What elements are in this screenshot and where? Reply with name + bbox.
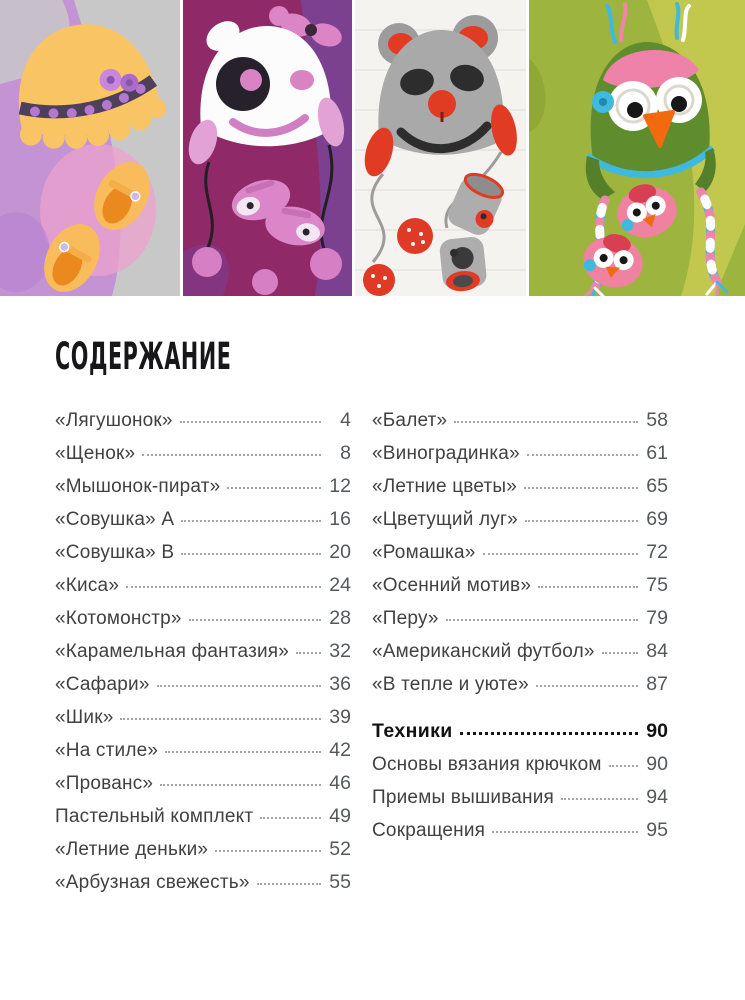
hero-photo-strip	[0, 0, 745, 296]
toc-entry-label: «Котомонстр»	[55, 608, 182, 629]
toc-column-right	[372, 401, 668, 896]
hero-panel-yellow-hat	[0, 0, 180, 296]
dotted-leader	[215, 840, 321, 852]
dotted-leader	[524, 477, 638, 489]
toc-entry-page: 94	[646, 785, 668, 808]
toc-entry	[55, 632, 351, 665]
dotted-leader	[296, 642, 321, 654]
dotted-leader	[454, 411, 638, 423]
toc-entry-page: 20	[329, 540, 351, 563]
toc-section-header	[372, 712, 668, 745]
dotted-leader	[538, 576, 638, 588]
dotted-leader	[492, 821, 638, 833]
toc-entry	[372, 401, 668, 434]
toc-entry-page: 42	[329, 738, 351, 761]
toc-entry-page: 39	[329, 705, 351, 728]
toc-columns	[55, 401, 668, 896]
dotted-leader	[126, 576, 321, 588]
dotted-leader	[181, 510, 321, 522]
toc-entry-page: 95	[646, 818, 668, 841]
toc-entry-page: 65	[646, 474, 668, 497]
page-title: СОДЕРЖАНИЕ	[55, 335, 232, 378]
toc-entry-label: «Американский футбол»	[372, 641, 595, 662]
toc-entry-label: «Мышонок-пират»	[55, 476, 221, 497]
toc-entry-label: «Ромашка»	[372, 542, 476, 563]
toc-entry-page: 24	[329, 573, 351, 596]
toc-entry	[55, 401, 351, 434]
toc-entry-label: «Арбузная свежесть»	[55, 872, 250, 893]
dotted-leader	[460, 723, 638, 735]
toc-entry	[372, 745, 668, 778]
toc-entry	[55, 467, 351, 500]
toc-entry-label: Приемы вышивания	[372, 787, 555, 808]
toc-entry-label: «Сафари»	[55, 674, 150, 695]
toc-entry-page: 52	[329, 837, 351, 860]
toc-entry	[55, 731, 351, 764]
toc-entry-label: «Лягушонок»	[55, 410, 173, 431]
dotted-leader	[260, 807, 321, 819]
owl-hat-photo	[529, 0, 745, 296]
toc-entry-page: 49	[329, 804, 351, 827]
toc-entry-page: 90	[646, 719, 668, 742]
toc-entry-label: «На стиле»	[55, 740, 159, 761]
toc-entry-page: 79	[646, 606, 668, 629]
toc-entry	[55, 698, 351, 731]
toc-entry-page: 36	[329, 672, 351, 695]
toc-entry	[372, 467, 668, 500]
toc-entry	[372, 811, 668, 844]
toc-entry-page: 69	[646, 507, 668, 530]
page-title-wrap	[55, 335, 668, 378]
toc-entry-page: 16	[329, 507, 351, 530]
toc-entry-page: 75	[646, 573, 668, 596]
toc-entry-page: 28	[329, 606, 351, 629]
toc-entry-label: «Шик»	[55, 707, 114, 728]
toc-entry	[55, 830, 351, 863]
dotted-leader	[602, 642, 638, 654]
toc-entry-label: «Перу»	[372, 608, 439, 629]
toc-entry	[55, 533, 351, 566]
hero-panel-owl-hat	[529, 0, 745, 296]
toc-entry-label: «Летние деньки»	[55, 839, 209, 860]
toc-entry-page: 32	[329, 639, 351, 662]
dotted-leader	[142, 444, 321, 456]
toc-entry-label: «Киса»	[55, 575, 120, 596]
toc-entry	[55, 665, 351, 698]
toc-entry-page: 90	[646, 752, 668, 775]
puppy-hat-photo	[183, 0, 352, 296]
toc-entry	[55, 797, 351, 830]
toc-entry	[372, 778, 668, 811]
toc-entry	[55, 764, 351, 797]
toc-entry-page: 12	[329, 474, 351, 497]
toc-entry	[372, 632, 668, 665]
toc-entry	[372, 566, 668, 599]
toc-entry	[372, 500, 668, 533]
toc-entry-label: «Летние цветы»	[372, 476, 518, 497]
toc-entry-label: «В тепле и уюте»	[372, 674, 529, 695]
toc-column-left	[55, 401, 351, 896]
toc-entry-label: «Карамельная фантазия»	[55, 641, 290, 662]
toc-entry-label: «Совушка» А	[55, 509, 175, 530]
toc-entry-page: 72	[646, 540, 668, 563]
toc-entry-page: 4	[340, 408, 351, 431]
dotted-leader	[446, 609, 638, 621]
dotted-leader	[527, 444, 638, 456]
toc-entry-label: «Щенок»	[55, 443, 136, 464]
toc-entry	[372, 533, 668, 566]
hero-panel-mouse-hat	[355, 0, 526, 296]
toc-entry	[55, 566, 351, 599]
toc-entry-page: 58	[646, 408, 668, 431]
dotted-leader	[227, 477, 321, 489]
toc-entry	[372, 434, 668, 467]
toc-entry-page: 61	[646, 441, 668, 464]
toc-entry-label: «Совушка» В	[55, 542, 175, 563]
yellow-hat-photo	[0, 0, 180, 296]
dotted-leader	[561, 788, 638, 800]
toc-entry-label: «Осенний мотив»	[372, 575, 532, 596]
dotted-leader	[536, 675, 638, 687]
toc-entry	[55, 500, 351, 533]
dotted-leader	[120, 708, 321, 720]
toc-entry-label: Основы вязания крючком	[372, 754, 602, 775]
toc-entry-page: 55	[329, 870, 351, 893]
contents-section	[0, 296, 745, 896]
toc-entry	[372, 665, 668, 698]
dotted-leader	[525, 510, 638, 522]
toc-entry-page: 87	[646, 672, 668, 695]
mouse-hat-photo	[355, 0, 526, 296]
toc-entry-label: «Цветущий луг»	[372, 509, 518, 530]
toc-entry-label: Пастельный комплект	[55, 806, 254, 827]
hero-panel-puppy-hat	[183, 0, 352, 296]
dotted-leader	[189, 609, 321, 621]
dotted-leader	[609, 755, 638, 767]
toc-entry-label: «Балет»	[372, 410, 448, 431]
toc-entry	[55, 434, 351, 467]
dotted-leader	[180, 411, 321, 423]
toc-entry	[55, 863, 351, 896]
dotted-leader	[157, 675, 321, 687]
toc-entry-label: Техники	[372, 719, 453, 742]
toc-entry	[55, 599, 351, 632]
toc-entry-label: Сокращения	[372, 820, 486, 841]
dotted-leader	[483, 543, 638, 555]
toc-entry	[372, 599, 668, 632]
dotted-leader	[160, 774, 321, 786]
dotted-leader	[181, 543, 321, 555]
dotted-leader	[257, 873, 321, 885]
dotted-leader	[165, 741, 321, 753]
toc-entry-page: 8	[340, 441, 351, 464]
toc-entry-label: «Прованс»	[55, 773, 154, 794]
toc-entry-page: 84	[646, 639, 668, 662]
toc-entry-label: «Виноградинка»	[372, 443, 520, 464]
toc-entry-page: 46	[329, 771, 351, 794]
